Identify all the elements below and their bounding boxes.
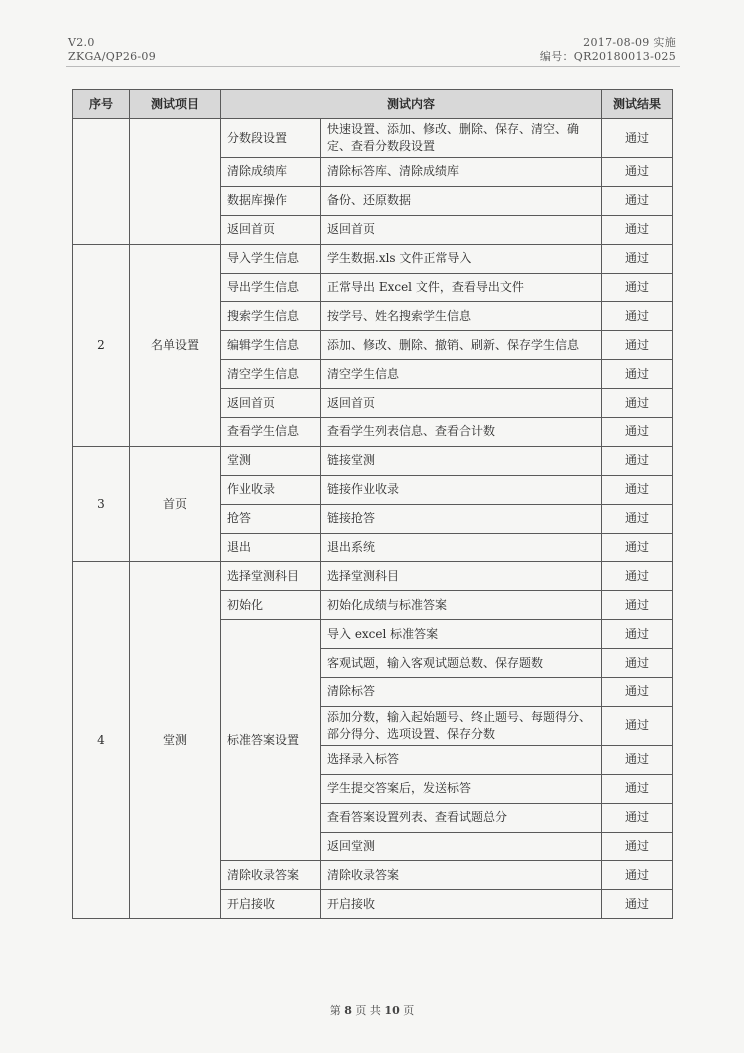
test-item: 返回首页 xyxy=(221,389,321,418)
test-item: 查看学生信息 xyxy=(221,418,321,447)
test-content: 清除收录答案 xyxy=(321,861,602,890)
footer-prefix: 第 xyxy=(329,1004,341,1017)
test-item: 抢答 xyxy=(221,504,321,533)
test-result: 通过 xyxy=(602,803,673,832)
test-item: 编辑学生信息 xyxy=(221,331,321,360)
test-result: 通过 xyxy=(602,832,673,861)
test-content: 备份、还原数据 xyxy=(321,186,602,215)
test-result: 通过 xyxy=(602,244,673,273)
test-content: 返回首页 xyxy=(321,215,602,244)
effective-date: 2017-08-09 实施 xyxy=(583,36,676,49)
test-result: 通过 xyxy=(602,331,673,360)
section-seq: 4 xyxy=(73,562,130,919)
test-content: 清除标答库、清除成绩库 xyxy=(321,158,602,187)
section-seq xyxy=(73,119,130,245)
test-result: 通过 xyxy=(602,158,673,187)
test-content: 返回堂测 xyxy=(321,832,602,861)
doc-code: ZKGA/QP26-09 xyxy=(68,50,157,63)
test-content: 查看学生列表信息、查看合计数 xyxy=(321,418,602,447)
test-result: 通过 xyxy=(602,706,673,745)
col-header-project: 测试项目 xyxy=(130,90,221,119)
header-left xyxy=(68,36,156,64)
section-project: 名单设置 xyxy=(130,244,221,446)
test-item: 导出学生信息 xyxy=(221,273,321,302)
test-content: 初始化成绩与标准答案 xyxy=(321,591,602,620)
test-item: 标准答案设置 xyxy=(221,620,321,861)
page-footer xyxy=(0,1002,744,1018)
table-header-row xyxy=(73,90,673,119)
test-result: 通过 xyxy=(602,678,673,707)
table-row xyxy=(73,244,673,273)
test-content: 退出系统 xyxy=(321,533,602,562)
test-item: 搜索学生信息 xyxy=(221,302,321,331)
test-result: 通过 xyxy=(602,119,673,158)
test-result: 通过 xyxy=(602,273,673,302)
test-content: 清空学生信息 xyxy=(321,360,602,389)
test-content: 学生数据.xls 文件正常导入 xyxy=(321,244,602,273)
test-content: 查看答案设置列表、查看试题总分 xyxy=(321,803,602,832)
test-content: 返回首页 xyxy=(321,389,602,418)
test-result: 通过 xyxy=(602,649,673,678)
test-content: 导入 excel 标准答案 xyxy=(321,620,602,649)
test-item: 作业收录 xyxy=(221,475,321,504)
page-number: 8 xyxy=(344,1004,352,1017)
section-seq: 3 xyxy=(73,446,130,562)
test-result: 通过 xyxy=(602,418,673,447)
section-seq: 2 xyxy=(73,244,130,446)
test-item: 选择堂测科目 xyxy=(221,562,321,591)
footer-suffix: 页 xyxy=(403,1004,415,1017)
col-header-seq: 序号 xyxy=(73,90,130,119)
test-content: 开启接收 xyxy=(321,890,602,919)
test-item: 返回首页 xyxy=(221,215,321,244)
test-result: 通过 xyxy=(602,533,673,562)
header-right xyxy=(540,36,676,64)
test-content: 链接抢答 xyxy=(321,504,602,533)
table-body xyxy=(73,119,673,919)
test-item: 分数段设置 xyxy=(221,119,321,158)
version-label: V2.0 xyxy=(68,36,95,49)
test-item: 清除成绩库 xyxy=(221,158,321,187)
test-content: 添加、修改、删除、撤销、刷新、保存学生信息 xyxy=(321,331,602,360)
test-item: 退出 xyxy=(221,533,321,562)
test-item: 清除收录答案 xyxy=(221,861,321,890)
page-total: 10 xyxy=(384,1004,400,1017)
test-result: 通过 xyxy=(602,562,673,591)
test-content: 学生提交答案后，发送标答 xyxy=(321,774,602,803)
test-result: 通过 xyxy=(602,861,673,890)
test-content: 按学号、姓名搜索学生信息 xyxy=(321,302,602,331)
test-result: 通过 xyxy=(602,475,673,504)
test-content: 快速设置、添加、修改、删除、保存、清空、确定、查看分数段设置 xyxy=(321,119,602,158)
test-item: 初始化 xyxy=(221,591,321,620)
footer-mid: 页 共 xyxy=(355,1004,381,1017)
test-result: 通过 xyxy=(602,591,673,620)
record-number: 编号：QR20180013-025 xyxy=(539,50,676,63)
col-header-result: 测试结果 xyxy=(602,90,673,119)
test-result: 通过 xyxy=(602,360,673,389)
test-content: 选择录入标答 xyxy=(321,745,602,774)
test-content: 正常导出 Excel 文件，查看导出文件 xyxy=(321,273,602,302)
test-result: 通过 xyxy=(602,620,673,649)
table-row xyxy=(73,446,673,475)
test-item: 堂测 xyxy=(221,446,321,475)
test-content: 添加分数，输入起始题号、终止题号、每题得分、部分得分、选项设置、保存分数 xyxy=(321,706,602,745)
test-content: 清除标答 xyxy=(321,678,602,707)
test-result: 通过 xyxy=(602,890,673,919)
test-item: 开启接收 xyxy=(221,890,321,919)
test-item: 数据库操作 xyxy=(221,186,321,215)
test-result: 通过 xyxy=(602,389,673,418)
test-results-table xyxy=(72,89,673,919)
test-result: 通过 xyxy=(602,446,673,475)
test-result: 通过 xyxy=(602,302,673,331)
table-row xyxy=(73,562,673,591)
table-row xyxy=(73,119,673,158)
test-result: 通过 xyxy=(602,745,673,774)
test-result: 通过 xyxy=(602,215,673,244)
section-project xyxy=(130,119,221,245)
col-header-content: 测试内容 xyxy=(221,90,602,119)
test-content: 选择堂测科目 xyxy=(321,562,602,591)
test-result: 通过 xyxy=(602,774,673,803)
section-project: 堂测 xyxy=(130,562,221,919)
test-content: 链接作业收录 xyxy=(321,475,602,504)
section-project: 首页 xyxy=(130,446,221,562)
test-result: 通过 xyxy=(602,504,673,533)
test-content: 客观试题，输入客观试题总数、保存题数 xyxy=(321,649,602,678)
test-content: 链接堂测 xyxy=(321,446,602,475)
test-item: 导入学生信息 xyxy=(221,244,321,273)
test-result: 通过 xyxy=(602,186,673,215)
header-divider xyxy=(66,66,680,67)
test-item: 清空学生信息 xyxy=(221,360,321,389)
